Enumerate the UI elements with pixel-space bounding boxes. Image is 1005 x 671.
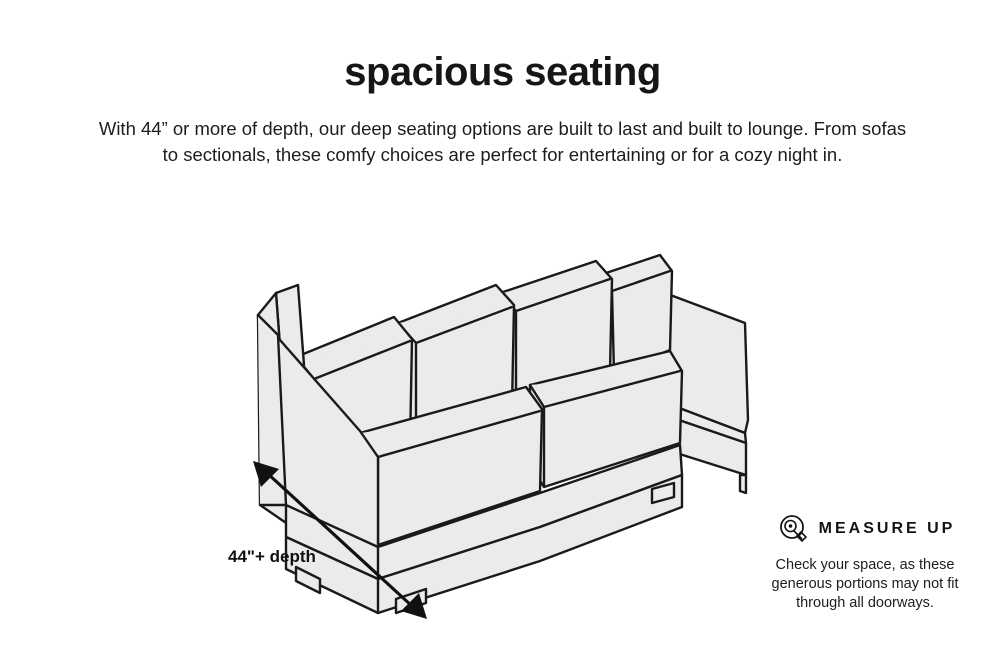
measure-up-note: Check your space, as these generous portions may not fit through all doorways. [771, 557, 959, 611]
measure-up-header [745, 512, 985, 546]
depth-label: 44"+ depth [228, 547, 316, 566]
measure-up-title: MEASURE UP [818, 520, 956, 537]
tape-measure-icon [775, 512, 809, 546]
page-title: spacious seating [344, 50, 661, 94]
depth-dimension-arrow [245, 455, 435, 625]
page-description: With 44” or more of depth, our deep seating options are built to last and built to lounge. From sofas to sectionals, these comfy choices are perfect for entertaining or for a cozy night in. [98, 118, 907, 165]
measure-up-block [745, 512, 985, 613]
